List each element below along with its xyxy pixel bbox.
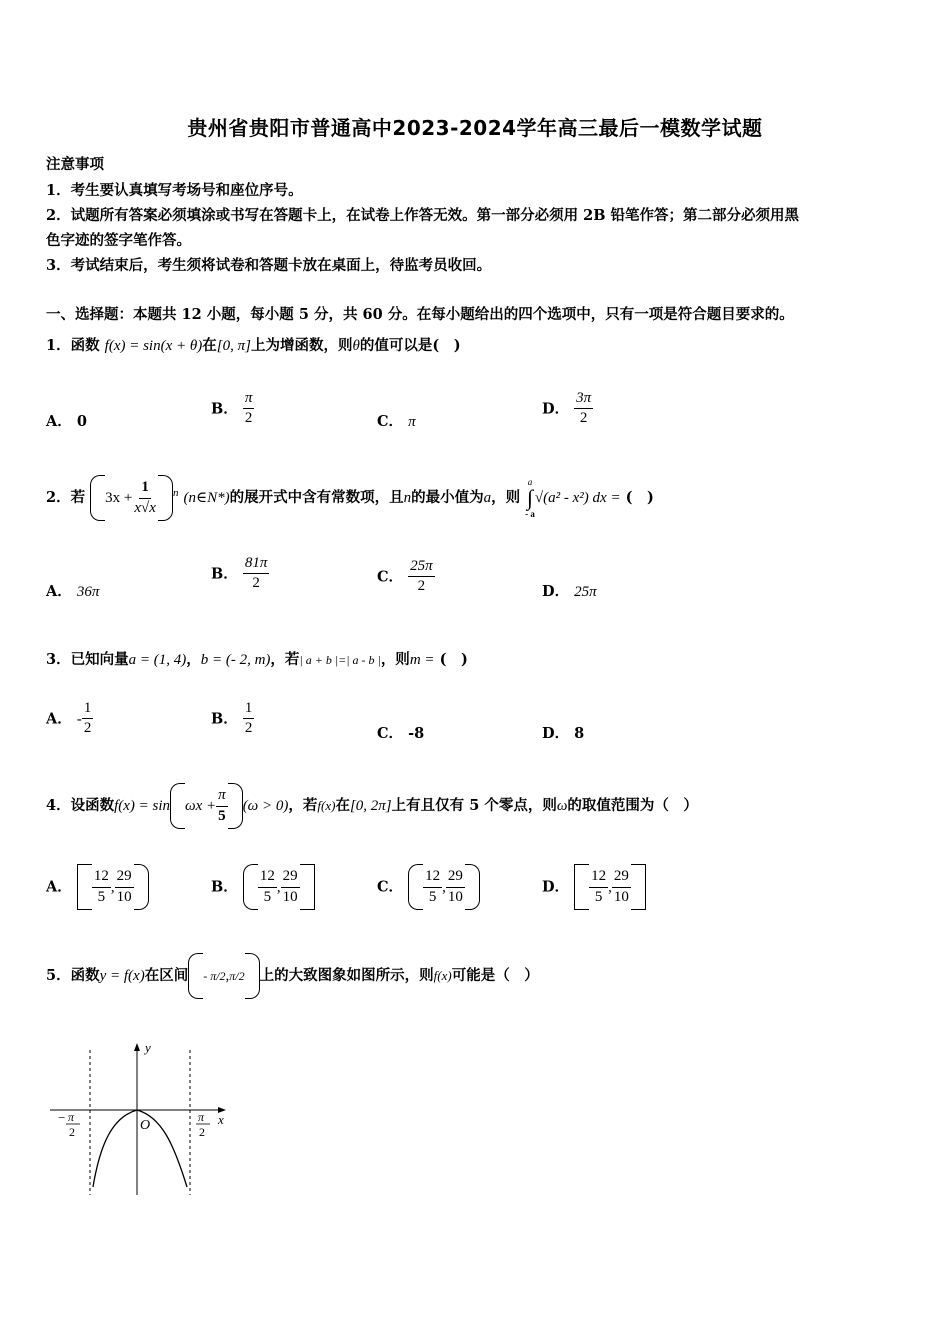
left-tick-sign: −: [58, 1110, 66, 1125]
q2-option-b[interactable]: B． $\frac{81\pi}{2}$: [211, 555, 268, 592]
q4-option-a[interactable]: A． $\frac{12}{5}$ , $\frac{29}{10}$: [46, 864, 149, 910]
question-1: [46, 334, 461, 355]
q5-graph: [50, 1035, 240, 1200]
q1-stem-2: 的值可以是( ): [359, 337, 461, 354]
y-axis-arrow-icon: [134, 1043, 140, 1051]
q3-vector-a: a = (1, 4): [128, 652, 187, 668]
notice-item-2: 2．试题所有答案必须填涂或书写在答题卡上，在试卷上作答无效。第一部分必须用 2B 铅笔作答；第二部分必须用黑: [46, 207, 800, 224]
section-heading: 一、选择题：本题共 12 小题，每小题 5 分，共 60 分。在每小题给出的四个选项中，只有一项是符合题目要求的。: [46, 306, 794, 323]
question-4: 4．设函数f(x) = sin ωx + $\frac{\pi}{5}$ (ω > 0)，若f(x)在[0, 2π]上有且仅有 5 个零点，则ω的取值范围为（ ）: [46, 783, 698, 829]
q3-option-c[interactable]: C． -8: [377, 725, 425, 742]
q2-option-c[interactable]: C． $\frac{25\pi}{2}$: [377, 558, 433, 595]
q3-vector-b: b = (- 2, m): [200, 652, 271, 668]
q1-option-c[interactable]: C． π: [377, 413, 416, 430]
notice-item-3: 3．考试结束后，考生须将试卷和答题卡放在桌面上，待监考员收回。: [46, 257, 492, 274]
q2-option-d[interactable]: D． 25π: [542, 583, 597, 600]
q1-option-b[interactable]: B． $\frac{\pi}{2}$: [211, 390, 253, 427]
q2-condition: (n∈N*): [183, 490, 230, 506]
q3-option-b[interactable]: B． $\frac{1}{2}$: [211, 700, 253, 737]
x-label: x: [218, 1112, 224, 1127]
question-5: 5．函数y = f(x)在区间 - π/2,π/2 上的大致图象如图所示，则f(x)可能是（ ）: [46, 953, 539, 999]
question-3: 3．已知向量a = (1, 4)，b = (- 2, m)，若| a + b |=| a - b |，则m = ( ): [46, 651, 468, 668]
right-tick-num: π: [198, 1110, 205, 1124]
page-title: 贵州省贵阳市普通高中2023-2024学年高三最后一模数学试题: [187, 116, 763, 140]
q2-number: 2．若: [46, 489, 86, 506]
q1-function: f(x) = sin(x + θ): [104, 338, 203, 354]
question-2: 2．若 3x + $\frac{1}{x√x}$ $^n$ (n∈N*)的展开式中含有常数项，且n的最小值为a，则 a ∫ - a √(a² - x²) dx = ( ): [46, 477, 654, 519]
q4-option-c[interactable]: C． $\frac{12}{5}$ , $\frac{29}{10}$: [377, 864, 480, 910]
notice-item-2-cont: 色字迹的签字笔作答。: [46, 232, 191, 249]
q3-option-d[interactable]: D． 8: [542, 725, 585, 742]
origin-label: O: [140, 1118, 151, 1133]
notice-item-1: 1．考生要认真填写考场号和座位序号。: [46, 182, 303, 199]
notice-heading: 注意事项: [46, 156, 104, 173]
q1-stem-1: 上为增函数，则: [250, 337, 353, 354]
y-label: y: [145, 1040, 151, 1055]
right-tick-den: 2: [199, 1125, 205, 1139]
q3-condition: | a + b |=| a - b |: [299, 653, 381, 667]
q1-interval: [0, π]: [216, 338, 251, 354]
q3-option-a[interactable]: A． - $\frac{1}{2}$: [46, 700, 92, 737]
q1-in: 在: [202, 337, 217, 354]
q2-option-a[interactable]: A． 36π: [46, 583, 100, 600]
q4-option-b[interactable]: B． $\frac{12}{5}$ , $\frac{29}{10}$: [211, 864, 315, 910]
q2-integrand: √(a² - x²) dx =: [534, 490, 621, 506]
q1-option-a[interactable]: A． 0: [46, 413, 87, 430]
q1-option-d[interactable]: D． $\frac{3\pi}{2}$: [542, 390, 592, 427]
left-tick-num: π: [68, 1110, 75, 1124]
left-tick-den: 2: [69, 1125, 75, 1139]
q4-option-d[interactable]: D． $\frac{12}{5}$ , $\frac{29}{10}$: [542, 864, 646, 910]
q1-theta: θ: [352, 338, 360, 354]
q1-number: 1．函数: [46, 337, 100, 354]
